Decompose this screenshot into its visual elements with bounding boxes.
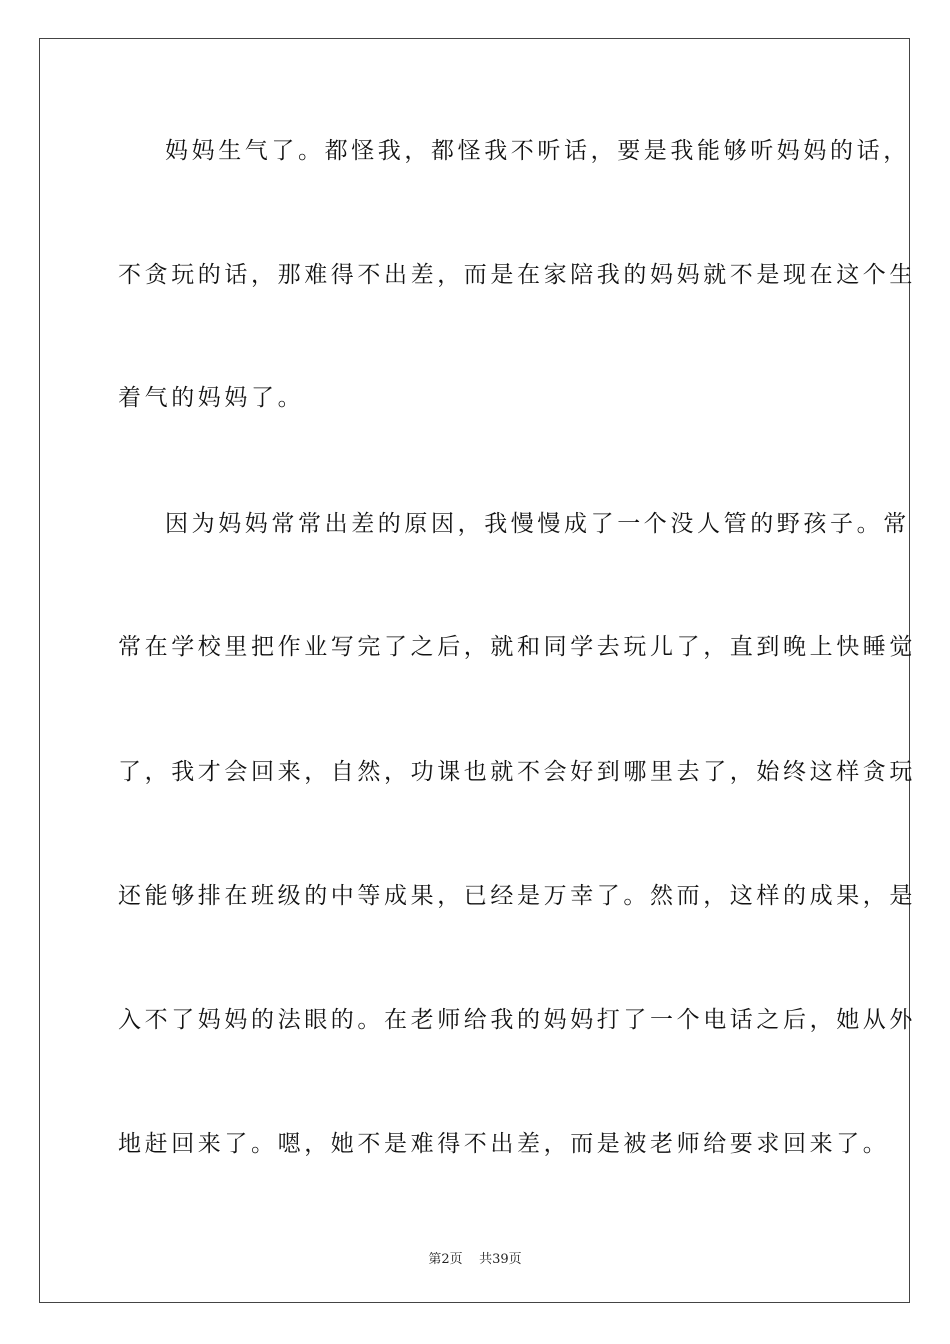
paragraph-line: 地赶回来了。嗯，她不是难得不出差，而是被老师给要求回来了。 xyxy=(118,1131,890,1157)
page-border xyxy=(39,38,916,1303)
paragraph-line: 常在学校里把作业写完了之后，就和同学去玩儿了，直到晚上快睡觉 xyxy=(118,634,916,660)
page-footer xyxy=(0,1248,950,1267)
paragraph-line: 入不了妈妈的法眼的。在老师给我的妈妈打了一个电话之后，她从外 xyxy=(118,1007,916,1033)
paragraph-line: 着气的妈妈了。 xyxy=(118,385,305,411)
paragraph-line: 妈妈生气了。都怪我，都怪我不听话，要是我能够听妈妈的话， xyxy=(165,138,910,164)
paragraph-line: 了，我才会回来，自然，功课也就不会好到哪里去了，始终这样贪玩 xyxy=(118,759,916,785)
page-number: 第2页 xyxy=(428,1252,463,1267)
paragraph-line: 因为妈妈常常出差的原因，我慢慢成了一个没人管的野孩子。常 xyxy=(165,511,910,537)
paragraph-line: 不贪玩的话，那难得不出差，而是在家陪我的妈妈就不是现在这个生 xyxy=(118,262,916,288)
paragraph-line: 还能够排在班级的中等成果，已经是万幸了。然而，这样的成果，是 xyxy=(118,883,916,909)
total-pages: 共39页 xyxy=(479,1252,522,1267)
